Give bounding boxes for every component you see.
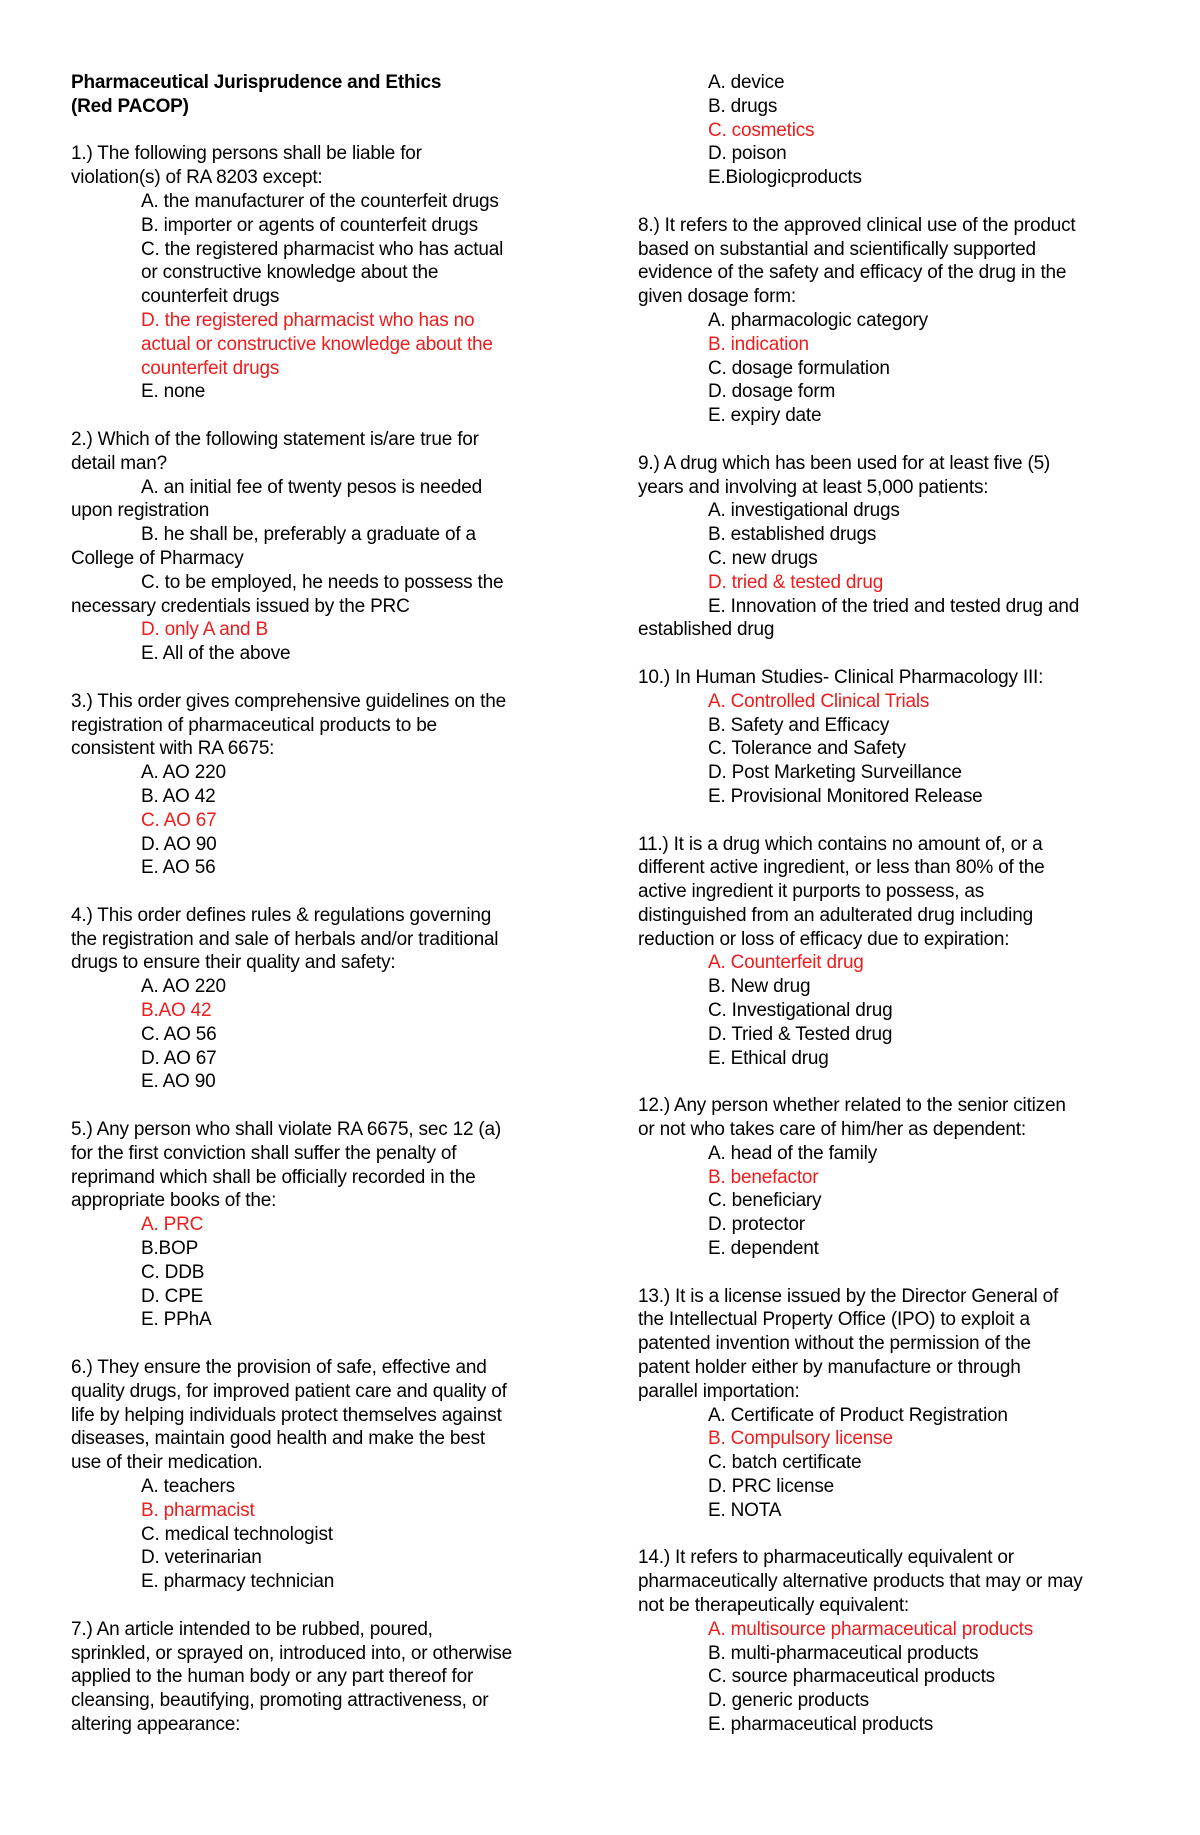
answer-option: E. Innovation of the tried and tested drug and (708, 595, 1080, 617)
question-text-line: applied to the human body or any part thereof for (71, 1666, 474, 1688)
answer-option: C. dosage formulation (708, 357, 890, 379)
answer-option: A. teachers (141, 1476, 235, 1498)
question-text-line: reprimand which shall be officially recorded in the (71, 1166, 476, 1188)
answer-option: D. poison (708, 143, 787, 165)
answer-option: or constructive knowledge about the (141, 262, 439, 284)
answer-option: D. AO 90 (141, 833, 217, 855)
answer-option: counterfeit drugs (141, 286, 280, 308)
answer-option: C. the registered pharmacist who has actual (141, 238, 504, 260)
question-text-line: necessary credentials issued by the PRC (71, 595, 410, 617)
question-text-line: sprinkled, or sprayed on, introduced into, or otherwise (71, 1642, 513, 1664)
question-text-line: drugs to ensure their quality and safety: (71, 952, 396, 974)
question-text-line: distinguished from an adulterated drug including (638, 904, 1033, 926)
answer-option: C. beneficiary (708, 1190, 822, 1212)
question-text-line: 13.) It is a license issued by the Director General of (638, 1285, 1059, 1307)
correct-answer-option: A. Controlled Clinical Trials (708, 690, 930, 712)
correct-answer-option: A. multisource pharmaceutical products (708, 1618, 1034, 1640)
answer-option: B. he shall be, preferably a graduate of a (141, 524, 476, 546)
answer-option: A. AO 220 (141, 976, 226, 998)
paragraph-gap (71, 404, 591, 428)
answer-option: C. Investigational drug (708, 1000, 893, 1022)
question-text-line: registration of pharmaceutical products to be (71, 714, 437, 736)
question-text-line: quality drugs, for improved patient care and quality of (71, 1380, 507, 1402)
paragraph-gap (71, 1594, 591, 1618)
paragraph-gap (71, 1094, 591, 1118)
question-text-line: 12.) Any person whether related to the senior citizen (638, 1095, 1066, 1117)
left-column (71, 71, 591, 1737)
question-text-line: cleansing, beautifying, promoting attractiveness, or (71, 1690, 489, 1712)
answer-option: A. the manufacturer of the counterfeit drugs (141, 190, 499, 212)
answer-option: A. AO 220 (141, 762, 226, 784)
answer-option: B.BOP (141, 1238, 199, 1260)
correct-answer-option: B. Compulsory license (708, 1428, 893, 1450)
answer-option: E. AO 56 (141, 857, 216, 879)
question-text-line: the Intellectual Property Office (IPO) to exploit a (638, 1309, 1030, 1331)
question-text-line: 1.) The following persons shall be liable for (71, 143, 422, 165)
paragraph-gap (638, 1070, 1138, 1094)
answer-option: E. PPhA (141, 1309, 212, 1331)
correct-answer-option: A. PRC (141, 1214, 204, 1236)
question-text-line: 10.) In Human Studies- Clinical Pharmacology III: (638, 666, 1044, 688)
answer-option: C. AO 56 (141, 1023, 217, 1045)
question-text-line: upon registration (71, 500, 210, 522)
question-text-line: not be therapeutically equivalent: (638, 1595, 910, 1616)
answer-option: E. Ethical drug (708, 1047, 829, 1069)
answer-option: D. PRC license (708, 1476, 835, 1498)
answer-option: B. multi-pharmaceutical products (708, 1642, 979, 1664)
question-text-line: altering appearance: (71, 1713, 241, 1735)
question-text-line: based on substantial and scientifically supported (638, 238, 1036, 260)
paragraph-gap (638, 190, 1138, 214)
right-column (638, 71, 1138, 1737)
answer-option: D. Post Marketing Surveillance (708, 762, 962, 784)
question-text-line: or not who takes care of him/her as dependent: (638, 1119, 1026, 1141)
question-text-line: 14.) It refers to pharmaceutically equivalent or (638, 1547, 1014, 1569)
answer-option: A. device (708, 72, 785, 93)
correct-answer-option: actual or constructive knowledge about the (141, 333, 493, 355)
answer-option: B. established drugs (708, 524, 877, 546)
paragraph-gap (71, 119, 591, 143)
question-text-line: 6.) They ensure the provision of safe, effective and (71, 1357, 487, 1379)
correct-answer-option: D. only A and B (141, 619, 268, 641)
answer-option: A. head of the family (708, 1142, 878, 1164)
correct-answer-option: D. tried & tested drug (708, 571, 884, 593)
question-text-line: different active ingredient, or less than 80% of the (638, 857, 1045, 879)
answer-option: B. drugs (708, 95, 778, 117)
question-text-line: 7.) An article intended to be rubbed, poured, (71, 1618, 433, 1640)
document-title-line: Pharmaceutical Jurisprudence and Ethics (71, 72, 442, 93)
answer-option: C. DDB (141, 1261, 205, 1283)
question-text-line: use of their medication. (71, 1452, 263, 1474)
question-text-line: patent holder either by manufacture or through (638, 1357, 1021, 1379)
answer-option: E. pharmaceutical products (708, 1713, 934, 1735)
answer-option: D. generic products (708, 1690, 869, 1712)
answer-option: C. Tolerance and Safety (708, 738, 906, 760)
question-text-line: violation(s) of RA 8203 except: (71, 167, 323, 189)
answer-option: C. new drugs (708, 547, 818, 569)
question-text-line: patented invention without the permission of the (638, 1333, 1031, 1355)
question-text-line: 3.) This order gives comprehensive guidelines on the (71, 690, 506, 712)
answer-option: D. dosage form (708, 381, 836, 403)
question-text-line: diseases, maintain good health and make the best (71, 1428, 485, 1450)
answer-option: D. veterinarian (141, 1547, 262, 1569)
question-text-line: College of Pharmacy (71, 547, 244, 569)
answer-option: D. Tried & Tested drug (708, 1023, 893, 1045)
document-title-line: (Red PACOP) (71, 95, 189, 117)
answer-option: C. to be employed, he needs to possess the (141, 571, 504, 593)
answer-option: D. CPE (141, 1285, 204, 1307)
correct-answer-option: counterfeit drugs (141, 357, 280, 379)
answer-option: C. batch certificate (708, 1452, 862, 1474)
question-text-line: detail man? (71, 452, 168, 474)
paragraph-gap (71, 1332, 591, 1356)
answer-option: E. pharmacy technician (141, 1571, 335, 1593)
answer-option: A. Certificate of Product Registration (708, 1404, 1008, 1426)
question-text-line: 5.) Any person who shall violate RA 6675, sec 12 (a) (71, 1119, 502, 1141)
answer-option: E. Provisional Monitored Release (708, 785, 983, 807)
answer-option: B. Safety and Efficacy (708, 714, 890, 736)
paragraph-gap (71, 666, 591, 690)
answer-option: E. dependent (708, 1238, 819, 1260)
answer-option: D. protector (708, 1214, 805, 1236)
question-text-line: reduction or loss of efficacy due to expiration: (638, 928, 1010, 950)
question-text-line: established drug (638, 619, 775, 641)
answer-option: D. AO 67 (141, 1047, 217, 1069)
answer-option: A. an initial fee of twenty pesos is needed (141, 476, 483, 498)
answer-option: B. importer or agents of counterfeit drugs (141, 214, 478, 236)
paragraph-gap (638, 642, 1138, 666)
paragraph-gap (638, 1523, 1138, 1547)
paragraph-gap (638, 428, 1138, 452)
question-text-line: life by helping individuals protect themselves against (71, 1404, 502, 1426)
correct-answer-option: B. pharmacist (141, 1499, 255, 1521)
question-text-line: 4.) This order defines rules & regulations governing (71, 904, 492, 926)
question-text-line: parallel importation: (638, 1380, 800, 1402)
answer-option: C. medical technologist (141, 1523, 333, 1545)
correct-answer-option: B. indication (708, 333, 809, 355)
correct-answer-option: B.AO 42 (141, 1000, 212, 1022)
paragraph-gap (638, 1261, 1138, 1285)
question-text-line: evidence of the safety and efficacy of the drug in the (638, 262, 1067, 284)
question-text-line: 2.) Which of the following statement is/are true for (71, 428, 479, 450)
answer-option: B. AO 42 (141, 785, 216, 807)
answer-option: C. source pharmaceutical products (708, 1666, 995, 1688)
question-text-line: the registration and sale of herbals and/or traditional (71, 928, 499, 950)
answer-option: E. All of the above (141, 643, 291, 665)
question-text-line: 8.) It refers to the approved clinical use of the product (638, 214, 1076, 236)
question-text-line: appropriate books of the: (71, 1190, 277, 1212)
answer-option: A. pharmacologic category (708, 309, 928, 331)
correct-answer-option: C. AO 67 (141, 809, 217, 831)
correct-answer-option: A. Counterfeit drug (708, 952, 864, 974)
question-text-line: 11.) It is a drug which contains no amount of, or a (638, 833, 1043, 855)
answer-option: E. expiry date (708, 405, 822, 427)
correct-answer-option: C. cosmetics (708, 119, 815, 141)
question-text-line: years and involving at least 5,000 patients: (638, 476, 989, 498)
answer-option: E. none (141, 381, 206, 403)
question-text-line: consistent with RA 6675: (71, 738, 275, 760)
answer-option: E. NOTA (708, 1499, 782, 1521)
question-text-line: pharmaceutically alternative products that may or may (638, 1571, 1083, 1593)
answer-option: B. New drug (708, 976, 811, 998)
question-text-line: given dosage form: (638, 286, 796, 308)
paragraph-gap (638, 809, 1138, 833)
correct-answer-option: D. the registered pharmacist who has no (141, 309, 475, 331)
answer-option: A. investigational drugs (708, 500, 900, 522)
question-text-line: for the first conviction shall suffer the penalty of (71, 1142, 457, 1164)
paragraph-gap (71, 880, 591, 904)
answer-option: E. AO 90 (141, 1071, 216, 1093)
question-text-line: 9.) A drug which has been used for at least five (5) (638, 452, 1051, 474)
correct-answer-option: B. benefactor (708, 1166, 819, 1188)
answer-option: E.Biologicproducts (708, 167, 862, 189)
question-text-line: active ingredient it purports to possess, as (638, 881, 985, 903)
